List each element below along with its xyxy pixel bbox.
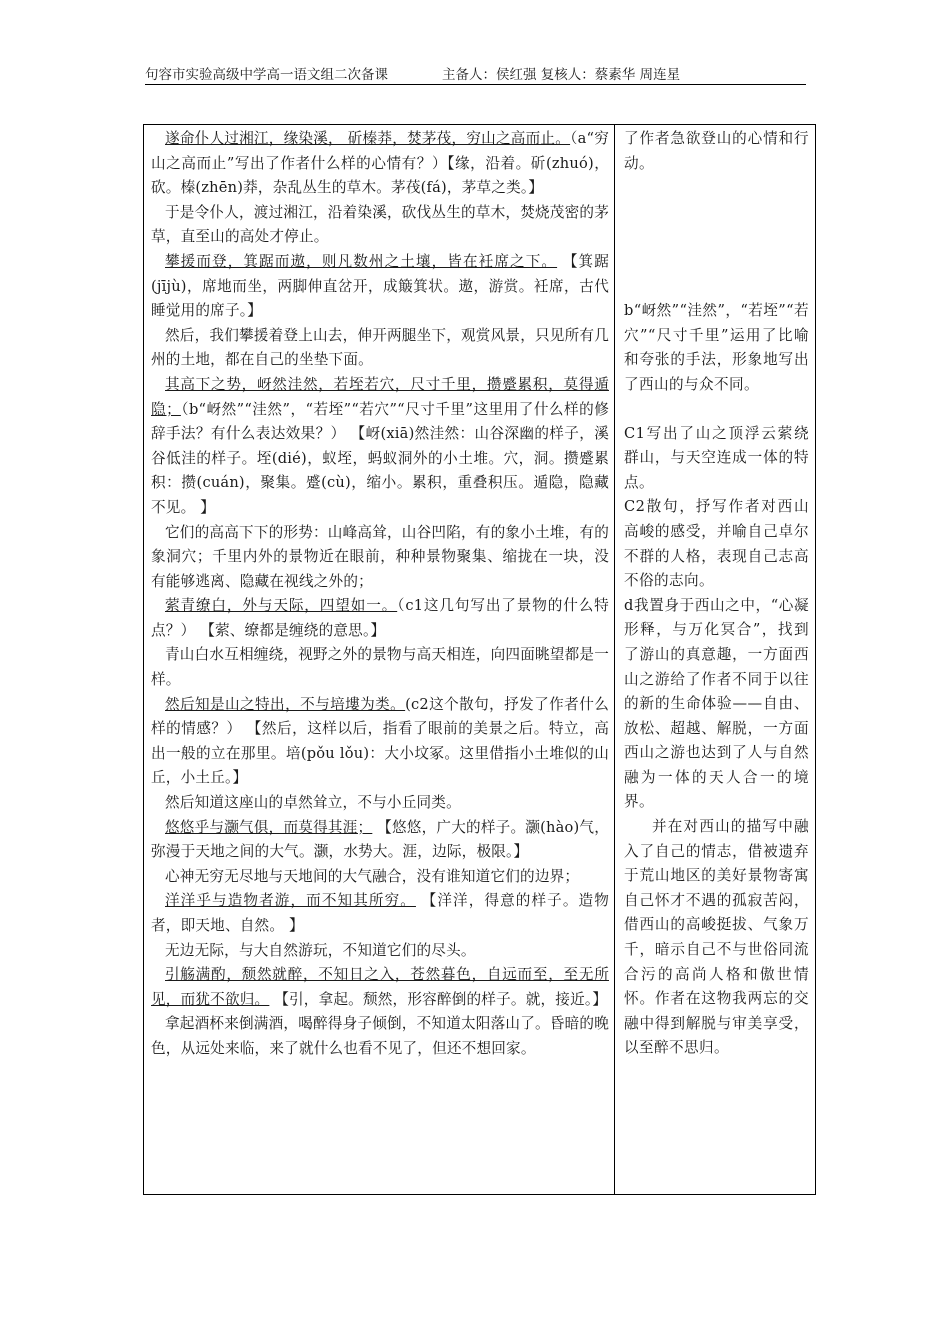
note-b: b“岈然”“洼然”，“若垤”“若穴”“尺寸千里”运用了比喻和夸张的手法，形象地写出了西山的与众不同。: [624, 302, 809, 393]
translation-text: 无边无际，与大自然游玩，不知道它们的尽头。: [165, 941, 476, 959]
annotation-text: （b“岈然”“洼然”，“若垤”“若穴”“尺寸千里”这里用了什么样的修辞手法？有什么表达效果？） 【岈(xiā)然洼然：山谷深幽的样子，溪谷低洼的样子。垤(dié)，蚁垤，蚂蚁洞外的小土堆。穴，洞。攒蹙累积：攒(cuán)，聚集。蹙(cù)，缩小。累积，重叠积压。遁隐，隐藏不见。 】: [151, 400, 609, 516]
text-paragraph: [151, 1012, 609, 1061]
text-paragraph: [151, 865, 609, 890]
annotation-text: （c1这几句写出了景物的什么特点？） 【萦、缭都是缠绕的意思。】: [151, 597, 609, 639]
note-d: d我置身于西山之中，“心凝形释，与万化冥合”，找到了游山的真意趣，一方面西山之游给了作者不同于以往的新的生命体验——自由、放松、超越、解脱，一方面西山之游也达到了人与自然融为一体的天人合一的境界。: [624, 596, 809, 811]
annotation-text: 【洋洋，得意的样子。造物者，即天地、自然。 】: [151, 892, 609, 934]
original-text: 洋洋乎与造物者游，而不知其所穷。: [165, 892, 416, 910]
page-header: [145, 66, 806, 85]
text-paragraph: [151, 963, 609, 1012]
translation-text: 然后，我们攀援着登上山去，伸开两腿坐下，观赏风景，只见所有几州的土地，都在自己的坐垫下面。: [151, 326, 609, 369]
annotation-text: 【引，拿起。颓然，形容醉倒的样子。就，接近。】: [269, 990, 608, 1008]
translation-text: 然后知道这座山的卓然耸立，不与小丘同类。: [165, 794, 461, 812]
annotation-text: (c2这个散句，抒发了作者什么样的情感？） 【然后，这样以后，指看了眼前的美景之后。特立，高出一般的立在那里。培(pǒu lǒu)：大小坟冢。这里借指小土堆似的山丘，小土丘。】: [151, 695, 609, 787]
text-paragraph: [151, 127, 609, 201]
original-text: 悠悠乎与灏气俱，而莫得其涯；: [165, 818, 373, 836]
note-c2: C2散句，抒写作者对西山高峻的感受，并喻自己卓尔不群的人格，表现自己志高不俗的志向。: [624, 498, 809, 590]
text-paragraph: [151, 643, 609, 692]
lesson-table: [143, 124, 816, 1195]
translation-text: 青山白水互相缠绕，视野之外的景物与高天相连，向四面眺望都是一样。: [151, 646, 609, 689]
text-paragraph: [151, 939, 609, 964]
translation-text: 拿起酒杯来倒满酒，喝醉得身子倾倒，不知道太阳落山了。昏暗的晚色，从远处来临，来了就什么也看不见了，但还不想回家。: [151, 1015, 609, 1057]
annotation-text: 【箕踞(jījù)，席地而坐，两脚伸直岔开，成簸箕状。遨，游赏。衽席，古代睡觉用的席子。】: [151, 252, 609, 320]
note-a: 了作者急欲登山的心情和行动。: [624, 130, 809, 172]
text-paragraph: [151, 693, 609, 791]
text-paragraph: [151, 201, 609, 250]
text-column: [144, 125, 615, 1195]
original-text: 其高下之势，岈然洼然，若垤若穴，尺寸千里，攒蹙累积，莫得遁隐；: [151, 375, 609, 418]
original-text: 遂命仆人过湘江，缘染溪， 斫榛莽，焚茅茷，穷山之高而止。: [165, 130, 571, 147]
original-text: 攀援而登，箕踞而遨，则凡数州之土壤，皆在衽席之下。: [165, 252, 558, 270]
translation-text: 它们的高高下下的形势：山峰高耸，山谷凹陷，有的象小土堆，有的象洞穴；千里内外的景物近在眼前，种种景物聚集、缩拢在一块，没有能够逃离、隐藏在视线之外的；: [151, 523, 609, 590]
text-paragraph: [151, 521, 609, 595]
text-paragraph: [151, 816, 609, 865]
original-text: 然后知是山之特出，不与培塿为类。: [165, 695, 406, 713]
text-paragraph: [151, 250, 609, 324]
note-e: 并在对西山的描写中融入了自己的情志，借被遗弃于荒山地区的美好景物寄寓自己怀才不遇的孤寂苦闷，借西山的高峻挺拔、气象万千，暗示自己不与世俗同流合污的高尚人格和傲世情怀。作者在这物我两忘的交融中得到解脱与审美享受，以至醉不思归。: [624, 818, 809, 1057]
text-paragraph: [151, 791, 609, 816]
text-content: [144, 125, 614, 1062]
annotation-text: （a“穷山之高而止”写出了作者什么样的心情有？）【缘，沿着。斫(zhuó)，砍。榛(zhēn)莽，杂乱丛生的草木。茅茷(fá)，茅草之类。】: [151, 130, 609, 197]
annotation-text: 【悠悠，广大的样子。灏(hào)气，弥漫于天地之间的大气。灏，水势大。涯，边际，极限。】: [151, 818, 609, 861]
notes-column: [615, 125, 816, 1195]
translation-text: 于是令仆人，渡过湘江，沿着染溪，砍伐丛生的草木，焚烧茂密的茅草，直至山的高处才停止。: [151, 203, 609, 246]
original-text: 萦青缭白，外与天际，四望如一。: [165, 597, 398, 615]
note-c1: C1写出了山之顶浮云萦绕群山，与天空连成一体的特点。: [624, 424, 809, 491]
author-info: 主备人：侯红强 复核人：蔡素华 周连星: [442, 67, 681, 83]
text-paragraph: [151, 324, 609, 373]
notes-content: [615, 125, 815, 1061]
text-paragraph: [151, 594, 609, 643]
text-paragraph: [151, 889, 609, 938]
original-text: 引觞满酌，颓然就醉，不知日之入，苍然暮色，自远而至，至无所见，而犹不欲归。: [151, 966, 609, 1008]
translation-text: 心神无穷无尽地与天地间的大气融合，没有谁知道它们的边界；: [165, 867, 580, 885]
text-paragraph: [151, 373, 609, 521]
school-title: 句容市实验高级中学高一语文组二次备课: [145, 67, 388, 83]
